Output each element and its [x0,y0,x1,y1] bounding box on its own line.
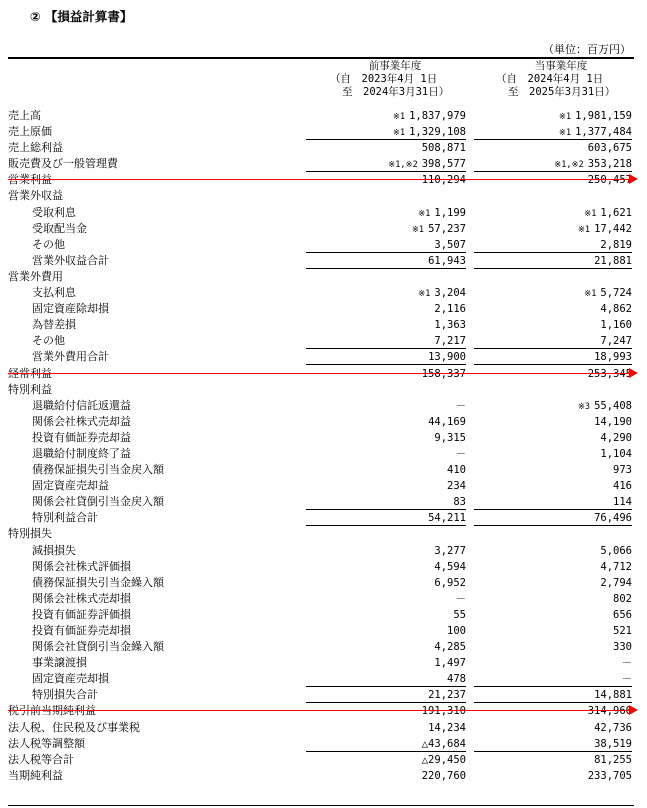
row-label: 売上原価 [8,125,52,139]
prior-period-from: （自 2023年4月 1日 [330,73,438,85]
amount: 76,496 [594,512,632,525]
arrowhead-icon [629,174,638,184]
current-year-value [474,462,632,477]
statement-row [8,720,634,736]
statement-row [8,639,634,655]
row-label: 特別損失 [8,527,52,541]
amount: 44,169 [428,415,466,428]
prior-year-value [306,687,466,703]
amount: 398,577 [421,158,466,171]
footnote-marker: ※1 [558,128,572,139]
prior-year-value [306,430,466,445]
amount: 353,218 [587,158,632,171]
row-label: 営業外費用 [8,269,63,283]
row-label: 固定資産除却損 [32,302,109,316]
statement-row [8,237,634,253]
statement-row [8,494,634,510]
prior-year-value [306,591,466,606]
prior-year-value [306,317,466,332]
amount: 802 [613,592,632,605]
current-year-value [474,559,632,574]
row-label: 特別損失合計 [32,688,98,702]
statement-row [8,510,634,526]
row-label: 投資有価証券売却益 [32,430,131,444]
amount: 4,862 [600,303,632,316]
footnote-marker: ※1 [392,128,406,139]
amount: 314,960 [587,705,632,718]
prior-year-value [306,301,466,316]
amount: 114 [613,496,632,509]
amount: － [621,673,632,686]
prior-year-value [306,237,466,253]
current-year-value [474,317,632,332]
row-label: 特別利益 [8,382,52,396]
row-label: その他 [32,334,65,348]
prior-year-value [306,607,466,622]
row-label: 当期純利益 [8,768,63,782]
column-header-prior-year [310,60,480,99]
row-label: 法人税、住民税及び事業税 [8,720,140,734]
arrowhead-icon [629,368,638,378]
amount: 1,160 [600,319,632,332]
amount: 1,199 [434,206,466,219]
amount: － [621,657,632,670]
row-label: 退職給付制度終了益 [32,446,131,460]
current-year-value [474,591,632,606]
amount: － [455,399,466,412]
amount: 1,377,484 [575,126,632,139]
row-label: 受取配当金 [32,221,87,235]
amount: 521 [613,625,632,637]
prior-year-value [306,671,466,687]
prior-year-value [306,398,466,413]
current-period-title: 当事業年度 [534,60,588,72]
prior-year-value [306,526,466,541]
row-label: 販売費及び一般管理費 [8,157,118,171]
statement-row [8,124,634,140]
statement-row [8,140,634,156]
amount: 21,881 [594,254,632,267]
statement-row [8,478,634,494]
statement-row [8,398,634,414]
row-label: 経常利益 [8,366,52,380]
row-label: 関係会社株式評価損 [32,559,131,573]
amount: 5,066 [600,544,632,557]
statement-row [8,205,634,221]
prior-year-value [306,333,466,349]
prior-year-value [306,494,466,510]
row-label: 関係会社株式売却損 [32,591,131,605]
amount: 973 [613,464,632,477]
statement-row [8,108,634,124]
amount: 656 [613,608,632,621]
prior-year-value [306,285,466,300]
statement-row [8,188,634,204]
current-year-value [474,478,632,493]
amount: 233,705 [587,769,632,782]
amount: 253,345 [587,367,632,380]
income-statement-table [8,108,634,784]
footnote-marker: ※1 [577,224,591,235]
row-label: 税引前当期純利益 [8,704,96,718]
amount: 416 [613,480,632,493]
statement-row [8,752,634,768]
statement-row [8,382,634,398]
red-highlight-arrow [8,179,630,180]
column-header-current-year [476,60,646,99]
prior-period-to: 至 2024年3月31日） [342,86,450,98]
current-year-value [474,301,632,316]
red-highlight-arrow [8,373,630,374]
statement-row [8,221,634,237]
amount: 1,621 [600,206,632,219]
statement-row [8,526,634,542]
statement-row [8,623,634,639]
prior-year-value [306,736,466,752]
amount: 2,794 [600,576,632,589]
prior-year-value [306,188,466,203]
amount: － [455,592,466,605]
prior-period-title: 前事業年度 [368,60,422,72]
header-rule [8,57,634,59]
row-label: 為替差損 [32,318,76,332]
row-label: 売上総利益 [8,141,63,155]
footnote-marker: ※1 [558,112,572,122]
current-period-from: （自 2024年4月 1日 [496,73,604,85]
current-period-to: 至 2025年3月31日） [508,86,616,98]
amount: 6,952 [434,576,466,589]
statement-row [8,575,634,591]
amount: 83 [453,496,466,509]
statement-row [8,301,634,317]
row-label: その他 [32,237,65,251]
amount: △29,450 [421,753,466,766]
footnote-marker: ※1,※2 [554,160,584,171]
prior-year-value [306,575,466,590]
amount: 7,247 [600,335,632,348]
prior-year-value [306,140,466,155]
row-label: 売上高 [8,109,41,122]
amount: 508,871 [421,142,466,155]
current-year-value [474,543,632,558]
current-year-value [474,639,632,654]
prior-year-value [306,446,466,461]
row-label: 営業外費用合計 [32,350,109,364]
amount: 81,255 [594,753,632,766]
amount: 61,943 [428,254,466,267]
red-highlight-arrow [8,710,630,711]
amount: 100 [447,625,466,637]
prior-year-value [306,156,466,172]
current-year-value [474,768,632,783]
amount: 1,104 [600,447,632,460]
footnote-marker: ※1 [584,208,597,219]
current-year-value [474,205,632,220]
statement-row [8,253,634,269]
amount: 1,497 [434,657,466,670]
row-label: 法人税等合計 [8,752,74,766]
current-year-value [474,736,632,752]
amount: － [455,447,466,460]
current-year-value [474,720,632,735]
amount: △43,684 [421,737,466,750]
current-year-value [474,526,632,541]
prior-year-value [306,655,466,670]
prior-year-value [306,720,466,735]
statement-row [8,430,634,446]
footnote-marker: ※1,※2 [388,160,418,171]
statement-row [8,655,634,671]
current-year-value [474,269,632,284]
current-year-value [474,124,632,140]
amount: 2,116 [434,303,466,316]
statement-row [8,317,634,333]
statement-row [8,156,634,172]
footnote-marker: ※1 [392,112,406,122]
prior-year-value [306,623,466,638]
current-year-value [474,333,632,349]
statement-row [8,687,634,703]
statement-row [8,736,634,752]
amount: 2,819 [600,238,632,251]
statement-row [8,172,634,188]
amount: 55 [453,608,466,621]
statement-row [8,703,634,719]
amount: 191,310 [421,705,466,718]
current-year-value [474,108,632,123]
prior-year-value [306,559,466,574]
amount: 3,507 [434,238,466,251]
current-year-value [474,285,632,300]
amount: 1,981,159 [575,110,632,122]
amount: 9,315 [434,431,466,444]
current-year-value [474,221,632,236]
row-label: 営業外収益 [8,189,63,203]
statement-row [8,462,634,478]
current-year-value [474,349,632,365]
current-year-value [474,414,632,429]
amount: 250,457 [587,174,632,187]
row-label: 関係会社株式売却益 [32,414,131,428]
statement-row [8,269,634,285]
statement-row [8,333,634,349]
amount: 220,760 [421,769,466,782]
amount: 478 [447,673,466,686]
table-bottom-rule [8,805,634,806]
prior-year-value [306,221,466,236]
prior-year-value [306,768,466,783]
current-year-value [474,752,632,767]
amount: 21,237 [428,689,466,702]
current-year-value [474,188,632,203]
amount: 3,204 [434,287,466,300]
amount: 13,900 [428,351,466,364]
amount: 4,594 [434,560,466,573]
prior-year-value [306,269,466,284]
amount: 7,217 [434,335,466,348]
row-label: 退職給付信託返還益 [32,398,131,412]
prior-year-value [306,253,466,269]
amount: 42,736 [594,721,632,734]
amount: 330 [613,641,632,654]
footnote-marker: ※1 [418,289,431,300]
amount: 110,294 [421,174,466,187]
prior-year-value [306,510,466,526]
row-label: 投資有価証券売却損 [32,624,131,637]
current-year-value [474,382,632,397]
amount: 55,408 [594,399,632,412]
current-year-value [474,687,632,703]
amount: 603,675 [587,142,632,155]
row-label: 受取利息 [32,205,76,219]
statement-row [8,671,634,687]
statement-row [8,543,634,559]
amount: 158,337 [421,367,466,380]
row-label: 債務保証損失引当金繰入額 [32,575,164,589]
statement-row [8,591,634,607]
amount: 3,277 [434,544,466,557]
row-label: 減損損失 [32,543,76,557]
amount: 4,285 [434,641,466,654]
unit-label: （単位：百万円） [543,43,631,56]
amount: 1,363 [434,319,466,332]
current-year-value [474,607,632,622]
statement-row [8,446,634,462]
amount: 18,993 [594,351,632,364]
current-year-value [474,623,632,638]
row-label: 営業利益 [8,173,52,187]
amount: 14,234 [428,721,466,734]
footnote-marker: ※1 [411,224,425,235]
current-year-value [474,253,632,269]
prior-year-value [306,382,466,397]
current-year-value [474,156,632,172]
row-label: 事業譲渡損 [32,656,87,670]
current-year-value [474,655,632,670]
row-label: 法人税等調整額 [8,736,85,750]
current-year-value [474,494,632,510]
row-label: 関係会社貸倒引当金繰入額 [32,640,164,654]
prior-year-value [306,124,466,140]
amount: 234 [447,480,466,493]
current-year-value [474,237,632,253]
prior-year-value [306,349,466,365]
prior-year-value [306,752,466,767]
amount: 5,724 [600,287,632,300]
row-label: 投資有価証券評価損 [32,607,131,621]
row-label: 営業外収益合計 [32,253,109,267]
row-label: 特別利益合計 [32,511,98,525]
footnote-marker: ※1 [418,208,431,219]
row-label: 固定資産売却損 [32,672,109,686]
prior-year-value [306,205,466,220]
prior-year-value [306,414,466,429]
arrowhead-icon [629,705,638,715]
statement-row [8,559,634,575]
current-year-value [474,446,632,461]
prior-year-value [306,543,466,558]
footnote-marker: ※1 [584,289,597,300]
amount: 54,211 [428,512,466,525]
statement-row [8,285,634,301]
row-label: 固定資産売却益 [32,479,109,493]
amount: 17,442 [594,222,632,235]
prior-year-value [306,462,466,477]
current-year-value [474,671,632,687]
amount: 1,329,108 [409,126,466,139]
amount: 57,237 [428,222,466,235]
statement-row [8,607,634,623]
statement-row [8,414,634,430]
statement-row [8,349,634,365]
amount: 410 [447,464,466,477]
row-label: 支払利息 [32,286,76,300]
current-year-value [474,510,632,526]
statement-row [8,768,634,784]
amount: 14,881 [594,689,632,702]
current-year-value [474,398,632,413]
prior-year-value [306,478,466,493]
prior-year-value [306,108,466,123]
row-label: 債務保証損失引当金戻入額 [32,463,164,477]
current-year-value [474,575,632,590]
current-year-value [474,140,632,155]
amount: 4,290 [600,431,632,444]
footnote-marker: ※3 [577,401,591,412]
statement-title: ② 【損益計算書】 [30,9,133,24]
current-year-value [474,430,632,445]
amount: 14,190 [594,415,632,428]
row-label: 関係会社貸倒引当金戻入額 [32,495,164,509]
amount: 4,712 [600,560,632,573]
amount: 1,837,979 [409,110,466,122]
prior-year-value [306,639,466,654]
amount: 38,519 [594,737,632,750]
